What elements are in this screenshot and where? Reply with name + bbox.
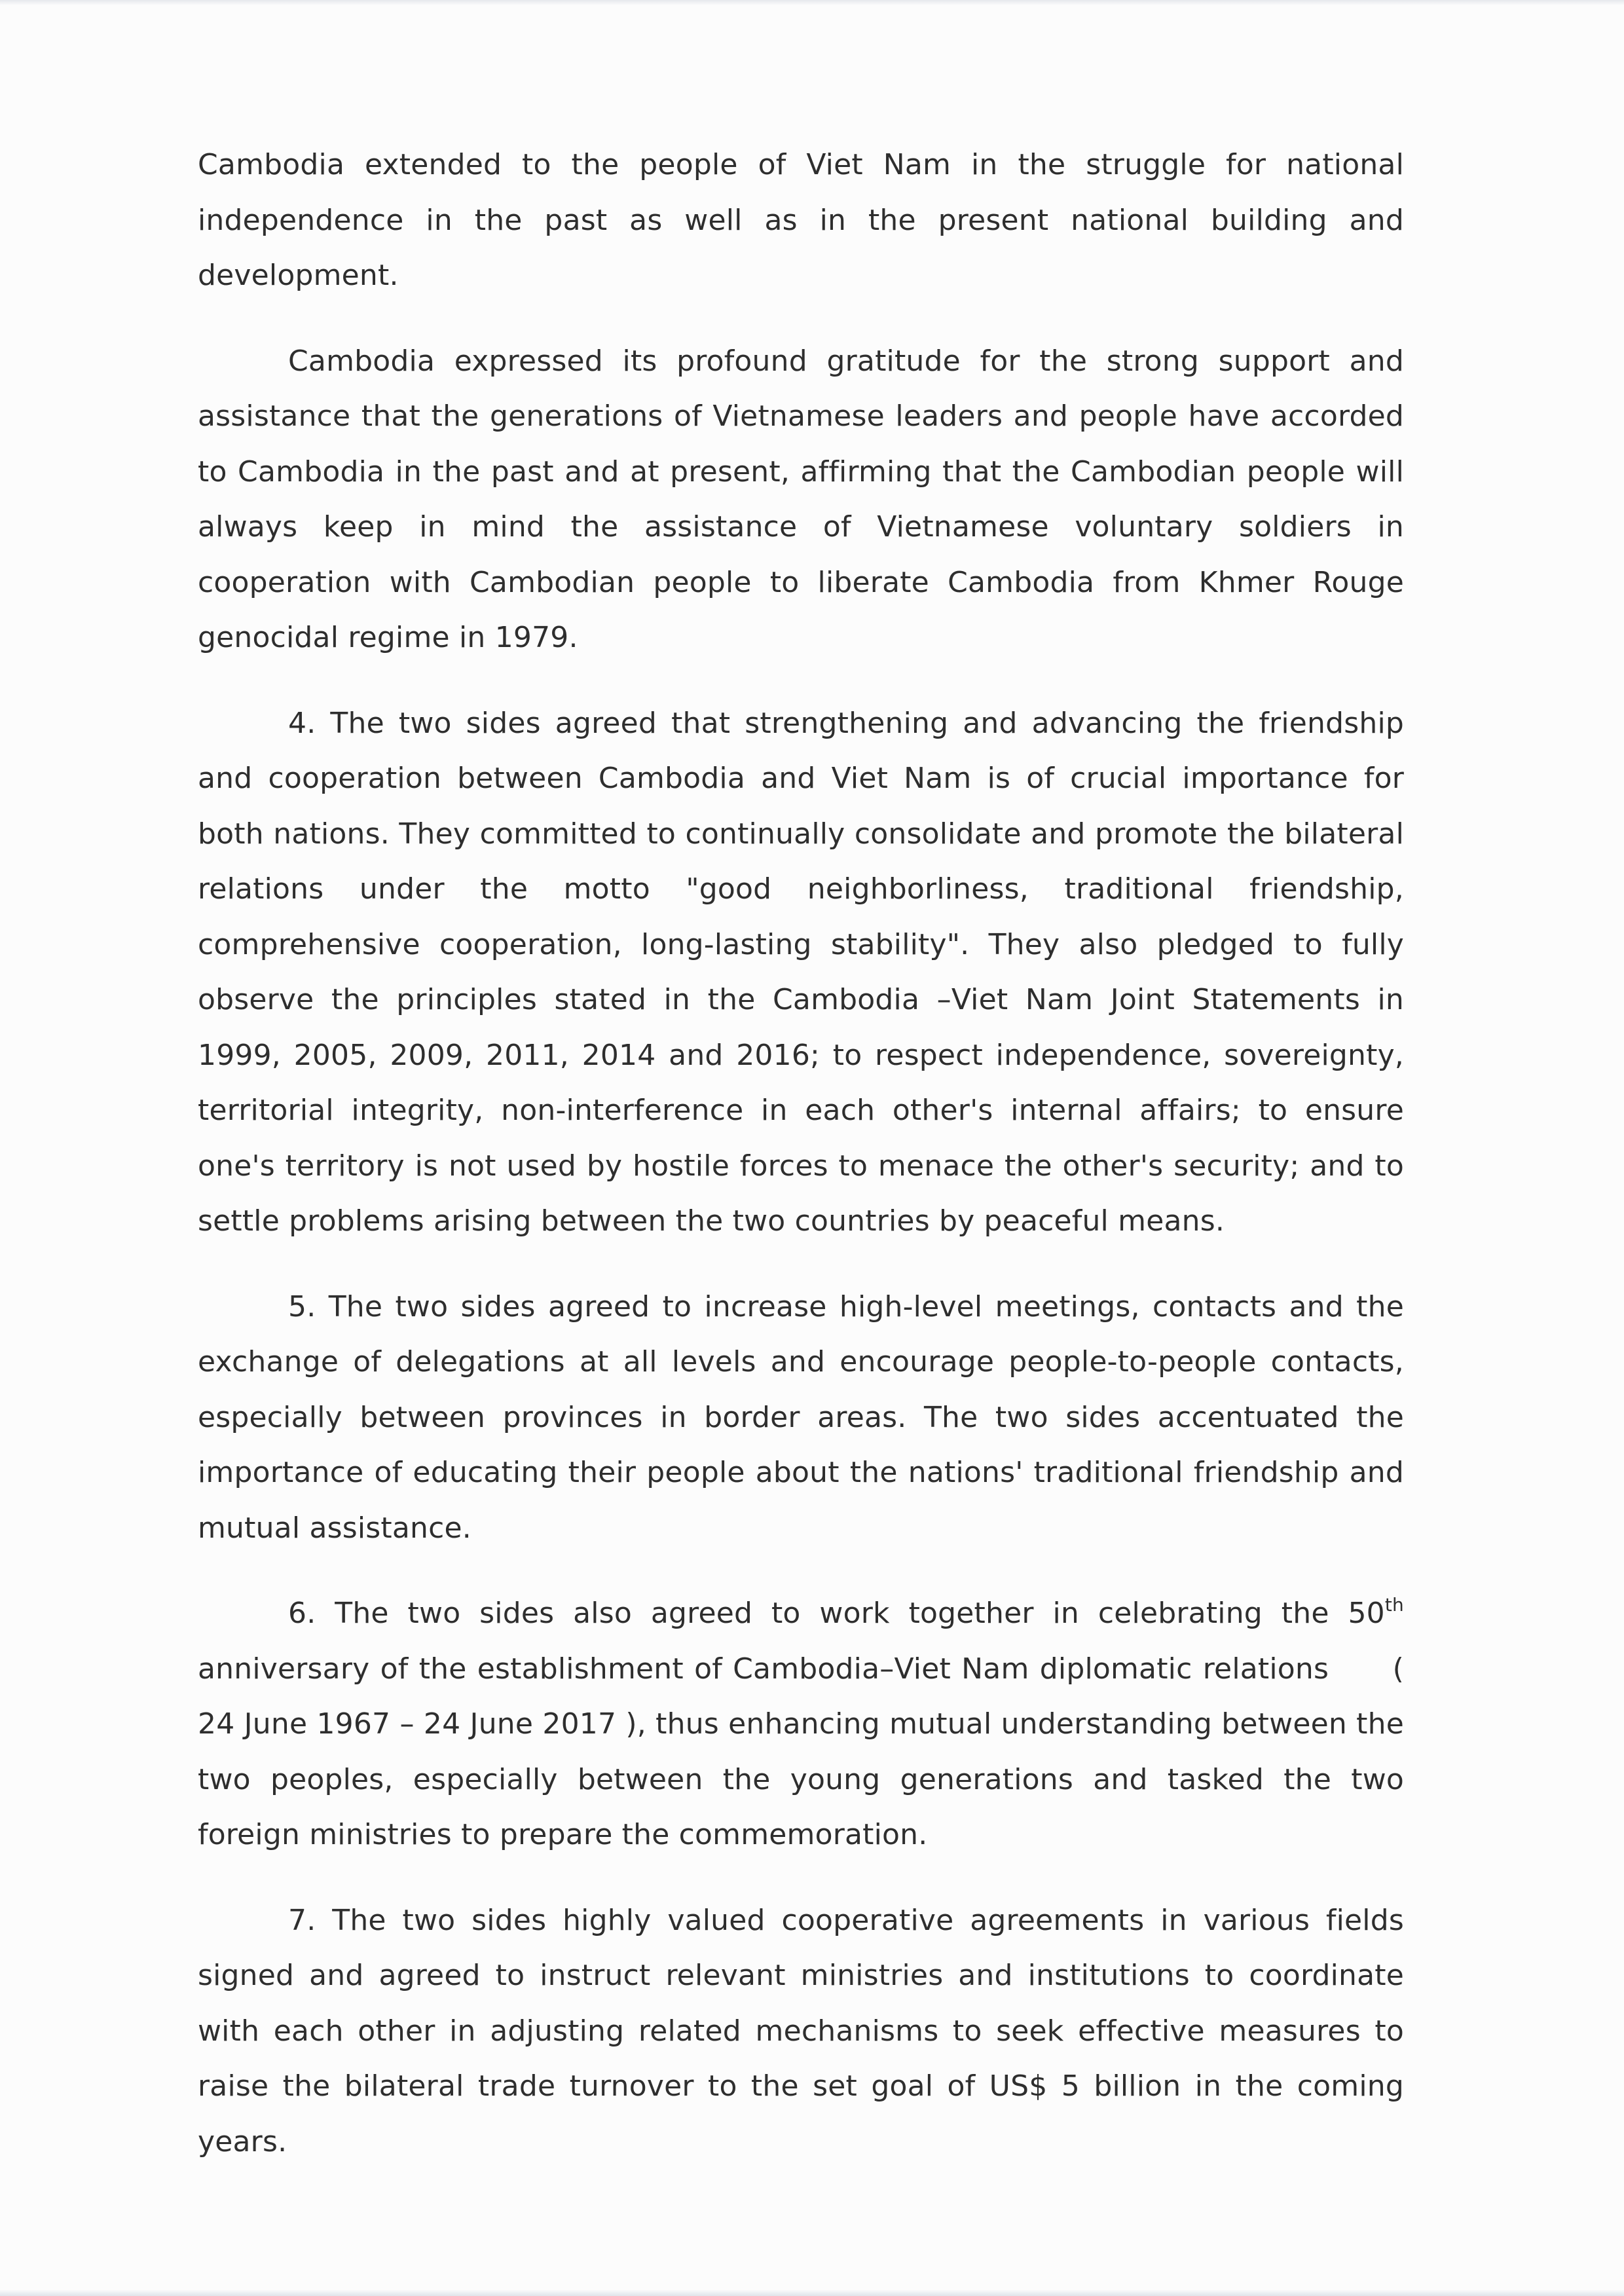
paragraph-6-rest: anniversary of the establishment of Cambodia–Viet Nam diplomatic relations ( 24 June 1967 – 24 June 2017 ), thus enhancing mutual understanding between the two peoples, especially between the young generations and tasked the two foreign ministries to prepare the commemoration. [198,1597,1414,1851]
paragraph-6-start: 6. The two sides also agreed to work together in celebrating the 50 [288,1597,1385,1630]
ordinal-superscript: th [1384,1594,1404,1616]
paragraph-7: 7. The two sides highly valued cooperative agreements in various fields signed and agreed to instruct relevant ministries and institutions to coordinate with each other in adjusting related mechanisms to seek effective measures to raise the bilateral trade turnover to the set goal of US$ 5 billion in the coming years. [198,1903,1404,2158]
document-body [198,138,1414,2170]
scan-edge-bottom [0,2289,1624,2296]
paragraph-4: 4. The two sides agreed that strengthening and advancing the friendship and cooperation between Cambodia and Viet Nam is of crucial importance for both nations. They committed to continually consolidate and promote the bilateral relations under the motto "good neighborliness, traditional friendship, comprehensive cooperation, long-lasting stability". They also pledged to fully observe the principles stated in the Cambodia –Viet Nam Joint Statements in 1999, 2005, 2009, 2011, 2014 and 2016; to respect independence, sovereignty, territorial integrity, non-interference in each other's internal affairs; to ensure one's territory is not used by hostile forces to menace the other's security; and to settle problems arising between the two countries by peaceful means. [198,706,1404,1238]
paragraph-6 [198,1586,1414,1863]
paragraph-continuation: Cambodia extended to the people of Viet Nam in the struggle for national independence in the past as well as in the present national building and development. [198,148,1404,292]
paragraph-5: 5. The two sides agreed to increase high-level meetings, contacts and the exchange of delegations at all levels and encourage people-to-people contacts, especially between provinces in border areas. The two sides accentuated the importance of educating their people about the nations' traditional friendship and mutual assistance. [198,1289,1404,1545]
paragraph-gratitude: Cambodia expressed its profound gratitude for the strong support and assistance that the generations of Vietnamese leaders and people have accorded to Cambodia in the past and at present, affirming that the Cambodian people will always keep in mind the assistance of Vietnamese voluntary soldiers in cooperation with Cambodian people to liberate Cambodia from Khmer Rouge genocidal regime in 1979. [198,344,1404,654]
scan-edge-top [0,0,1624,5]
